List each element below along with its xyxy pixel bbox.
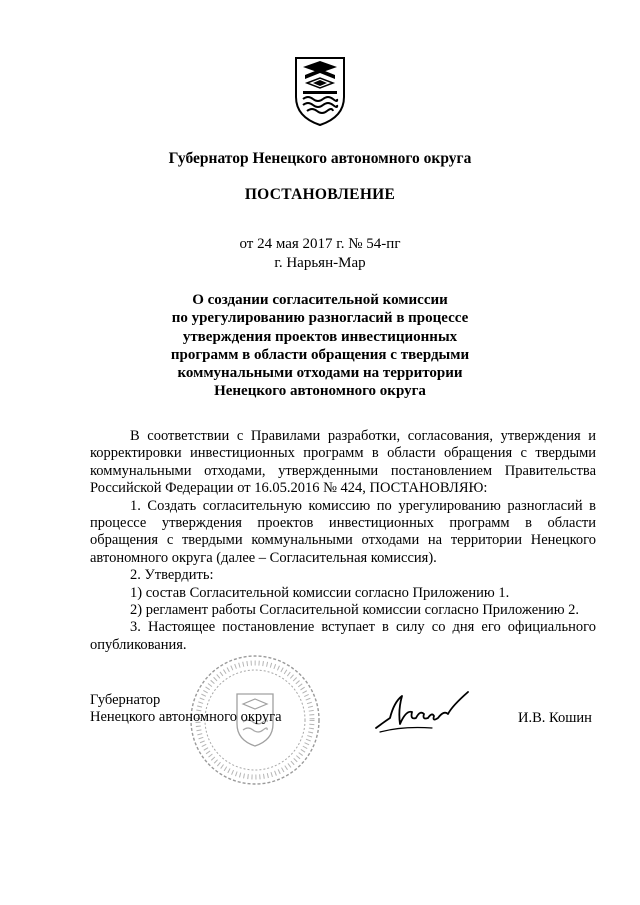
title-line: утверждения проектов инвестиционных — [182, 328, 458, 345]
coat-of-arms-icon — [293, 55, 347, 127]
city: г. Нарьян-Мар — [274, 255, 366, 271]
clause-2-item-2: 2) регламент работы Согласительной комиссии согласно Приложению 2. — [130, 602, 580, 619]
signatory-position — [90, 692, 282, 727]
date-number: от 24 мая 2017 г. № 54-пг — [239, 236, 401, 252]
signatory-position-line: Ненецкого автономного округа — [90, 709, 282, 726]
clause-2: 2. Утвердить: — [130, 567, 214, 584]
signatory-name: И.В. Кошин — [518, 710, 592, 726]
document-body — [90, 428, 596, 654]
title-line: О создании согласительной комиссии — [192, 292, 448, 308]
clause-1: 1. Создать согласительную комиссию по урегулированию разногласий в процессе утверждения проектов инвестиционных программ в области обращения с твердыми коммунальными отходами на территории Ненецкого автономного округа (далее – Согласительная комиссия). — [90, 497, 596, 566]
clause-3: 3. Настоящее постановление вступает в силу со дня его официального опубликования. — [90, 619, 596, 653]
document-title — [130, 291, 510, 401]
title-line: программ в области обращения с твердыми — [170, 346, 470, 363]
handwritten-signature — [372, 688, 472, 736]
title-line: по урегулированию разногласий в процессе — [171, 310, 469, 327]
signatory-position-line: Губернатор — [90, 692, 161, 708]
document-type: ПОСТАНОВЛЕНИЕ — [244, 186, 396, 203]
title-line: коммунальными отходами на территории — [177, 365, 463, 382]
clause-2-item-1: 1) состав Согласительной комиссии согласно Приложению 1. — [130, 584, 510, 601]
preamble-paragraph: В соответствии с Правилами разработки, согласования, утверждения и корректировки инвестиционных программ в области обращения с твердыми коммунальными отходами, утвержденными постановлением Правительства Российской Федерации от 16.05.2016 № 424, ПОСТАНОВЛЯЮ: — [90, 428, 596, 497]
title-line: Ненецкого автономного округа — [214, 383, 426, 400]
issuer-title: Губернатор Ненецкого автономного округа — [168, 150, 472, 167]
